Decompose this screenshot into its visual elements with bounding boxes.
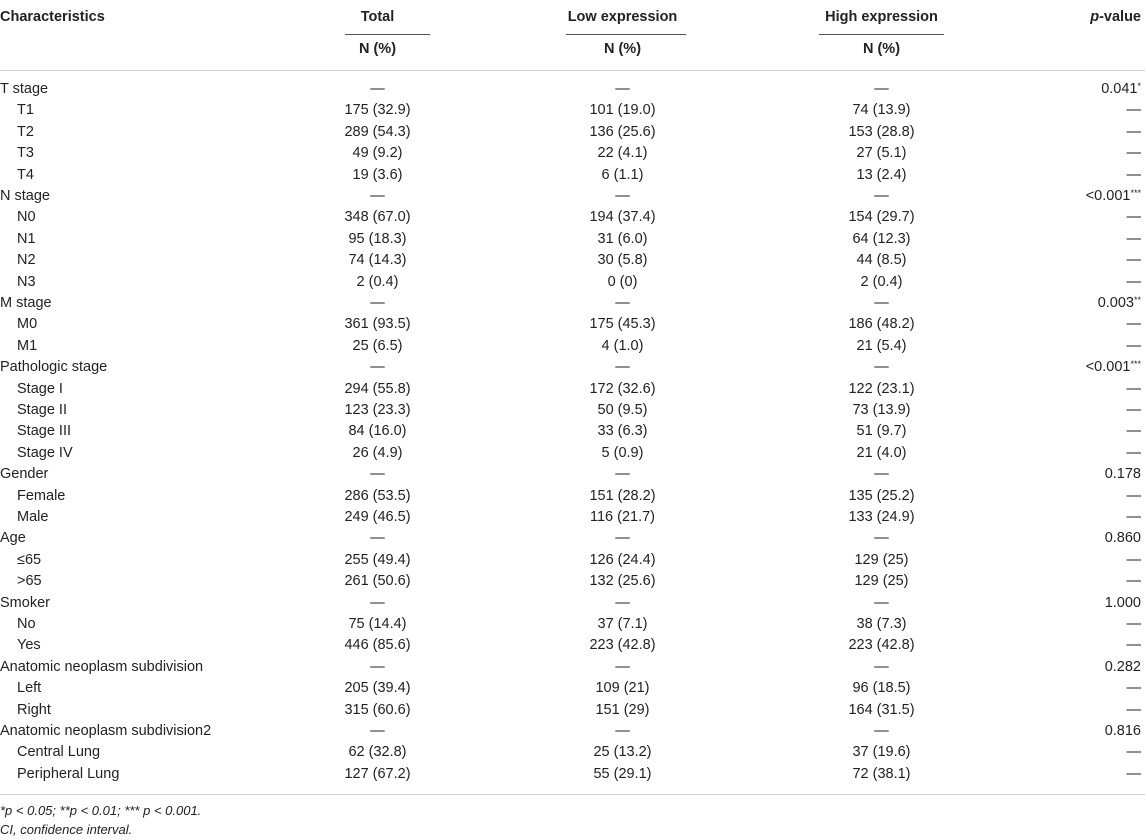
total-cell: 95 (18.3) [348, 230, 407, 247]
significance-marker: * [1137, 81, 1141, 91]
low-expression-cell: 22 (4.1) [597, 145, 648, 162]
total-cell: — [370, 188, 385, 204]
p-value-cell: 0.282 [1104, 658, 1141, 675]
p-value-cell: — [1126, 637, 1141, 654]
row-label: Peripheral Lung [17, 765, 120, 782]
low-expression-cell: 6 (1.1) [601, 166, 644, 183]
low-expression-cell: 55 (29.1) [593, 765, 652, 782]
table-row [0, 421, 1145, 442]
total-cell: 348 (67.0) [344, 209, 411, 226]
row-label: Stage I [17, 380, 63, 397]
row-label: Central Lung [17, 744, 101, 761]
low-expression-cell: — [615, 81, 630, 97]
total-cell: — [370, 466, 385, 483]
row-label: No [17, 616, 36, 632]
row-label: Stage III [17, 423, 72, 440]
row-label: N2 [17, 252, 36, 269]
row-label: N1 [17, 230, 36, 247]
table-row [0, 657, 1145, 678]
low-expression-cell: 4 (1.0) [601, 337, 644, 354]
high-expression-cell: 64 (12.3) [852, 230, 911, 247]
table-row [0, 250, 1145, 271]
high-expression-cell: 154 (29.7) [848, 209, 915, 226]
low-expression-cell: — [615, 594, 630, 611]
p-value-cell: — [1126, 123, 1141, 140]
table-row [0, 764, 1145, 785]
p-value-cell: — [1126, 765, 1141, 782]
low-expression-cell: 109 (21) [595, 680, 650, 697]
header-total: Total [360, 9, 395, 25]
high-expression-cell: 122 (23.1) [848, 380, 915, 397]
total-cell: — [370, 658, 385, 675]
p-value-cell: 0.860 [1104, 530, 1141, 547]
total-cell: 75 (14.4) [348, 616, 407, 632]
row-label: Yes [17, 637, 41, 654]
high-expression-cell: — [874, 81, 889, 97]
total-cell: 294 (55.8) [344, 380, 411, 397]
high-expression-cell: 27 (5.1) [856, 145, 907, 162]
low-expression-cell: 132 (25.6) [589, 573, 656, 590]
table-row [0, 700, 1145, 721]
total-cell: 255 (49.4) [344, 551, 411, 568]
row-label: Age [0, 530, 26, 547]
low-expression-cell: 25 (13.2) [593, 744, 652, 761]
footnote-ci: CI, confidence interval. [0, 822, 133, 837]
total-cell: 2 (0.4) [356, 273, 399, 290]
row-label: T3 [17, 145, 34, 162]
high-expression-cell: 186 (48.2) [848, 316, 915, 333]
row-label: Stage II [17, 402, 67, 418]
p-value-cell: — [1126, 701, 1141, 718]
row-label: T4 [17, 166, 34, 183]
header-low-underline [566, 34, 686, 35]
total-cell: 361 (93.5) [344, 316, 411, 333]
header-low-expression: Low expression [567, 9, 678, 25]
low-expression-cell: 116 (21.7) [589, 509, 656, 525]
high-expression-cell: — [874, 530, 889, 547]
total-cell: — [370, 594, 385, 611]
row-label: Female [17, 487, 66, 504]
table-row [0, 635, 1145, 656]
p-value-number: 0.041 [1101, 81, 1138, 97]
p-value-number: 0.003 [1097, 295, 1134, 311]
table-row [0, 678, 1145, 699]
p-value-cell: — [1126, 273, 1141, 290]
total-cell: — [370, 81, 385, 97]
table-row [0, 443, 1145, 464]
table-row [0, 143, 1145, 164]
total-cell: 289 (54.3) [344, 123, 411, 140]
high-expression-cell: 21 (4.0) [856, 444, 907, 461]
low-expression-cell: 194 (37.4) [589, 209, 656, 226]
subheader-total-n: N (%) [358, 41, 397, 57]
high-expression-cell: 164 (31.5) [848, 701, 915, 718]
p-value-cell: — [1126, 230, 1141, 247]
table-row [0, 571, 1145, 592]
table-row [0, 550, 1145, 571]
p-value-cell: — [1126, 487, 1141, 504]
high-expression-cell: 133 (24.9) [848, 509, 915, 525]
high-expression-cell: 73 (13.9) [852, 402, 911, 418]
total-cell: 26 (4.9) [352, 444, 403, 461]
table-row [0, 314, 1145, 335]
significance-marker: *** [1130, 188, 1141, 198]
row-label: M0 [17, 316, 38, 333]
p-value-cell [1000, 293, 1141, 315]
low-expression-cell: 50 (9.5) [597, 402, 648, 418]
low-expression-cell: 151 (28.2) [589, 487, 656, 504]
p-value-cell: — [1126, 252, 1141, 269]
high-expression-cell: — [874, 188, 889, 204]
high-expression-cell: 37 (19.6) [852, 744, 911, 761]
p-value-cell: — [1126, 380, 1141, 397]
row-label: Anatomic neoplasm subdivision [0, 658, 204, 675]
high-expression-cell: — [874, 295, 889, 311]
total-cell: 49 (9.2) [352, 145, 403, 162]
row-label: N0 [17, 209, 36, 226]
table-row [0, 165, 1145, 186]
table-row [0, 207, 1145, 228]
total-cell: 62 (32.8) [348, 744, 407, 761]
row-label: T2 [17, 123, 34, 140]
low-expression-cell: 151 (29) [595, 701, 650, 718]
header-p-value [1090, 9, 1141, 25]
low-expression-cell: 33 (6.3) [597, 423, 648, 440]
row-label: Right [17, 701, 51, 718]
header-high-underline [819, 34, 944, 35]
row-label: >65 [17, 573, 42, 590]
header-rule [0, 70, 1145, 71]
total-cell: 286 (53.5) [344, 487, 411, 504]
header-p-italic: p [1090, 9, 1100, 25]
total-cell: 74 (14.3) [348, 252, 407, 269]
table-row [0, 229, 1145, 250]
total-cell: 25 (6.5) [352, 337, 403, 354]
high-expression-cell: 96 (18.5) [852, 680, 911, 697]
total-cell: 261 (50.6) [344, 573, 411, 590]
p-value-number: <0.001 [1085, 359, 1131, 376]
header-high-expression: High expression [825, 9, 938, 25]
p-value-cell: — [1126, 145, 1141, 162]
row-label: T1 [17, 102, 34, 119]
header-total-underline [345, 34, 430, 35]
high-expression-cell: 135 (25.2) [848, 487, 915, 504]
row-label: N3 [17, 273, 36, 290]
total-cell: 123 (23.3) [344, 402, 411, 418]
row-label: Pathologic stage [0, 359, 108, 376]
low-expression-cell: 136 (25.6) [589, 123, 656, 140]
total-cell: — [370, 530, 385, 547]
row-label: Smoker [0, 594, 50, 611]
table-row [0, 100, 1145, 121]
p-value-cell [1000, 357, 1141, 379]
low-expression-cell: — [615, 466, 630, 483]
p-value-cell [1000, 79, 1141, 101]
total-cell: 249 (46.5) [344, 509, 411, 525]
p-value-cell: — [1126, 209, 1141, 226]
p-value-cell: 0.178 [1104, 466, 1141, 483]
row-label: M1 [17, 337, 38, 354]
low-expression-cell: 5 (0.9) [601, 444, 644, 461]
p-value-cell: — [1126, 102, 1141, 119]
row-label: Gender [0, 466, 49, 483]
high-expression-cell: — [874, 723, 889, 739]
footnote-significance: *p < 0.05; **p < 0.01; *** p < 0.001. [0, 803, 202, 818]
table-row [0, 464, 1145, 485]
p-value-cell: — [1126, 444, 1141, 461]
footer-rule [0, 794, 1145, 795]
table-row [0, 186, 1145, 207]
low-expression-cell: — [615, 723, 630, 739]
table-row [0, 336, 1145, 357]
p-value-cell: — [1126, 316, 1141, 333]
high-expression-cell: 21 (5.4) [856, 337, 907, 354]
p-value-cell: — [1126, 166, 1141, 183]
low-expression-cell: — [615, 295, 630, 311]
total-cell: 175 (32.9) [344, 102, 411, 119]
high-expression-cell: — [874, 466, 889, 483]
significance-marker: ** [1133, 295, 1141, 305]
p-value-cell: — [1126, 616, 1141, 632]
row-label: Left [17, 680, 42, 697]
table-row [0, 122, 1145, 143]
subheader-low-n: N (%) [603, 41, 642, 57]
row-label: Stage IV [17, 444, 73, 461]
table-row [0, 379, 1145, 400]
high-expression-cell: — [874, 658, 889, 675]
subheader-high-n: N (%) [862, 41, 901, 57]
low-expression-cell: 31 (6.0) [597, 230, 648, 247]
low-expression-cell: 126 (24.4) [589, 551, 656, 568]
p-value-cell: — [1126, 509, 1141, 525]
table-row [0, 79, 1145, 100]
total-cell: 446 (85.6) [344, 637, 411, 654]
high-expression-cell: 153 (28.8) [848, 123, 915, 140]
row-label: Male [17, 509, 49, 525]
row-label: ≤65 [17, 551, 42, 568]
header-characteristics: Characteristics [0, 9, 105, 25]
low-expression-cell: 101 (19.0) [589, 102, 656, 119]
p-value-cell: 0.816 [1104, 723, 1141, 739]
row-label: T stage [0, 81, 49, 97]
p-value-cell [1000, 186, 1141, 208]
table-row [0, 528, 1145, 549]
table-row [0, 742, 1145, 763]
low-expression-cell: 30 (5.8) [597, 252, 648, 269]
table-row [0, 357, 1145, 378]
table-row [0, 507, 1145, 528]
low-expression-cell: — [615, 658, 630, 675]
high-expression-cell: 74 (13.9) [852, 102, 911, 119]
table-row [0, 614, 1145, 635]
high-expression-cell: 2 (0.4) [860, 273, 903, 290]
high-expression-cell: 51 (9.7) [856, 423, 907, 440]
header-p-rest: -value [1099, 9, 1141, 25]
high-expression-cell: — [874, 359, 889, 376]
low-expression-cell: — [615, 188, 630, 204]
significance-marker: *** [1130, 359, 1141, 370]
p-value-cell: — [1126, 744, 1141, 761]
row-label: N stage [0, 188, 50, 204]
high-expression-cell: 72 (38.1) [852, 765, 911, 782]
low-expression-cell: — [615, 530, 630, 547]
total-cell: 315 (60.6) [344, 701, 411, 718]
low-expression-cell: 0 (0) [607, 273, 638, 290]
table-row [0, 272, 1145, 293]
p-value-cell: — [1126, 423, 1141, 440]
p-value-cell: — [1126, 337, 1141, 354]
total-cell: 19 (3.6) [352, 166, 403, 183]
high-expression-cell: 13 (2.4) [856, 166, 907, 183]
high-expression-cell: 129 (25) [854, 573, 909, 590]
total-cell: 84 (16.0) [348, 423, 407, 440]
low-expression-cell: 175 (45.3) [589, 316, 656, 333]
row-label: Anatomic neoplasm subdivision2 [0, 723, 212, 739]
total-cell: — [370, 295, 385, 311]
high-expression-cell: — [874, 594, 889, 611]
high-expression-cell: 38 (7.3) [856, 616, 907, 632]
total-cell: 205 (39.4) [344, 680, 411, 697]
low-expression-cell: — [615, 359, 630, 376]
row-label: M stage [0, 295, 52, 311]
p-value-cell: — [1126, 680, 1141, 697]
low-expression-cell: 37 (7.1) [597, 616, 648, 632]
low-expression-cell: 223 (42.8) [589, 637, 656, 654]
table-row [0, 293, 1145, 314]
total-cell: 127 (67.2) [344, 765, 411, 782]
high-expression-cell: 223 (42.8) [848, 637, 915, 654]
low-expression-cell: 172 (32.6) [589, 380, 656, 397]
p-value-number: <0.001 [1085, 188, 1131, 204]
table-row [0, 721, 1145, 742]
total-cell: — [370, 723, 385, 739]
table-row [0, 400, 1145, 421]
p-value-cell: — [1126, 402, 1141, 418]
p-value-cell: — [1126, 551, 1141, 568]
high-expression-cell: 44 (8.5) [856, 252, 907, 269]
total-cell: — [370, 359, 385, 376]
table-row [0, 486, 1145, 507]
table-row [0, 593, 1145, 614]
high-expression-cell: 129 (25) [854, 551, 909, 568]
p-value-cell: 1.000 [1104, 594, 1141, 611]
p-value-cell: — [1126, 573, 1141, 590]
